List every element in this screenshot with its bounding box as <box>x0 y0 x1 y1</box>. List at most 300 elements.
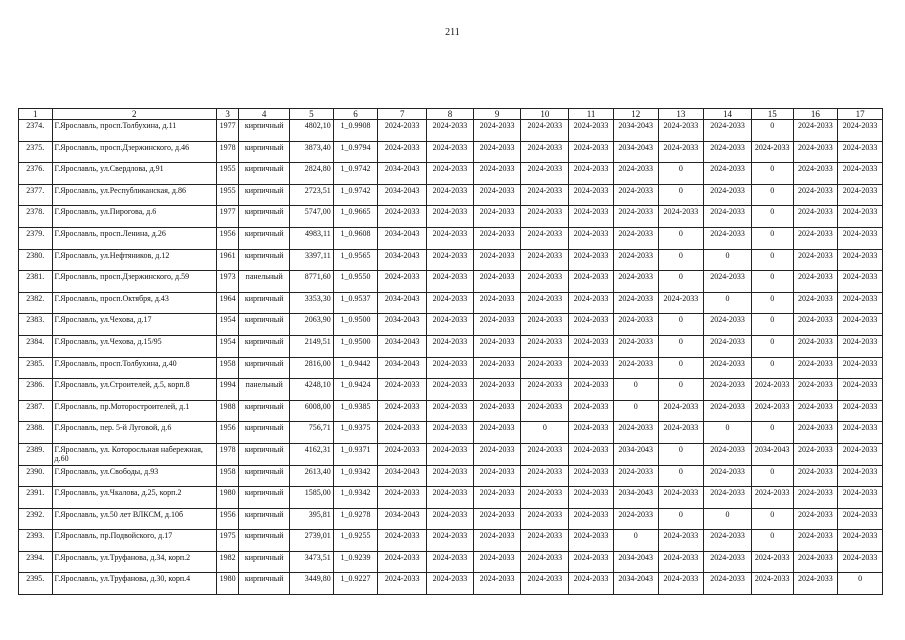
year-cell: 1978 <box>216 141 238 163</box>
material-cell: панельный <box>239 271 290 293</box>
period-cell: 2024-2033 <box>521 206 569 228</box>
address-cell: Г.Ярославль, просп.Октября, д.43 <box>52 292 216 314</box>
period-cell: 2024-2033 <box>378 551 427 573</box>
row-number: 2395. <box>19 573 53 595</box>
area-cell: 1585,00 <box>290 487 334 509</box>
period-cell: 2024-2033 <box>793 249 838 271</box>
period-cell: 2024-2033 <box>569 379 614 401</box>
period-cell: 2024-2033 <box>704 530 752 552</box>
table-row <box>19 508 883 530</box>
period-cell: 2024-2033 <box>569 443 614 465</box>
address-cell: Г.Ярославль, ул.Чехова, д.17 <box>52 314 216 336</box>
period-cell: 2024-2033 <box>613 206 658 228</box>
period-cell: 2024-2033 <box>569 206 614 228</box>
period-cell: 2024-2033 <box>473 141 521 163</box>
period-cell: 2024-2033 <box>569 314 614 336</box>
period-cell: 2024-2033 <box>838 465 883 487</box>
period-cell: 0 <box>704 508 752 530</box>
table-row <box>19 206 883 228</box>
material-cell: кирпичный <box>239 357 290 379</box>
year-cell: 1955 <box>216 163 238 185</box>
row-number: 2377. <box>19 184 53 206</box>
column-header: 17 <box>838 109 883 120</box>
material-cell: кирпичный <box>239 292 290 314</box>
period-cell: 2034-2043 <box>378 227 427 249</box>
period-cell: 2024-2033 <box>521 443 569 465</box>
period-cell: 2024-2033 <box>521 508 569 530</box>
column-header: 16 <box>793 109 838 120</box>
period-cell: 2024-2033 <box>658 206 704 228</box>
period-cell: 2024-2033 <box>521 400 569 422</box>
period-cell: 2024-2033 <box>613 422 658 444</box>
period-cell: 2024-2033 <box>658 400 704 422</box>
code-cell: 1_0.9537 <box>333 292 378 314</box>
period-cell: 2024-2033 <box>613 357 658 379</box>
area-cell: 3353,30 <box>290 292 334 314</box>
period-cell: 2024-2033 <box>793 184 838 206</box>
area-cell: 2063,90 <box>290 314 334 336</box>
period-cell: 2024-2033 <box>521 357 569 379</box>
table-row <box>19 314 883 336</box>
address-cell: Г.Ярославль, просп.Дзержинского, д.59 <box>52 271 216 293</box>
period-cell: 2024-2033 <box>473 400 521 422</box>
material-cell: кирпичный <box>239 573 290 595</box>
code-cell: 1_0.9278 <box>333 508 378 530</box>
period-cell: 2034-2043 <box>378 508 427 530</box>
period-cell: 2024-2033 <box>473 184 521 206</box>
period-cell: 0 <box>751 184 793 206</box>
period-cell: 2024-2033 <box>378 141 427 163</box>
period-cell: 2024-2033 <box>704 573 752 595</box>
period-cell: 2024-2033 <box>704 120 752 142</box>
area-cell: 3873,40 <box>290 141 334 163</box>
period-cell: 2024-2033 <box>658 422 704 444</box>
period-cell: 0 <box>658 335 704 357</box>
period-cell: 0 <box>751 314 793 336</box>
period-cell: 2024-2033 <box>427 120 474 142</box>
code-cell: 1_0.9342 <box>333 487 378 509</box>
period-cell: 0 <box>751 249 793 271</box>
period-cell: 2024-2033 <box>793 573 838 595</box>
period-cell: 0 <box>751 163 793 185</box>
period-cell: 2024-2033 <box>793 271 838 293</box>
period-cell: 2024-2033 <box>427 271 474 293</box>
period-cell: 2024-2033 <box>704 163 752 185</box>
address-cell: Г.Ярославль, просп.Ленина, д.26 <box>52 227 216 249</box>
period-cell: 2024-2033 <box>473 465 521 487</box>
period-cell: 2024-2033 <box>658 530 704 552</box>
period-cell: 0 <box>658 314 704 336</box>
material-cell: кирпичный <box>239 400 290 422</box>
row-number: 2384. <box>19 335 53 357</box>
period-cell: 0 <box>658 357 704 379</box>
period-cell: 0 <box>658 465 704 487</box>
period-cell: 2024-2033 <box>473 357 521 379</box>
period-cell: 0 <box>751 120 793 142</box>
page-number: 211 <box>445 27 460 38</box>
period-cell: 2024-2033 <box>658 141 704 163</box>
column-header: 6 <box>333 109 378 120</box>
period-cell: 2024-2033 <box>378 443 427 465</box>
code-cell: 1_0.9375 <box>333 422 378 444</box>
column-header: 4 <box>239 109 290 120</box>
period-cell: 0 <box>751 508 793 530</box>
period-cell: 2024-2033 <box>427 314 474 336</box>
period-cell: 2024-2033 <box>838 184 883 206</box>
address-cell: Г.Ярославль, ул.Свердлова, д.91 <box>52 163 216 185</box>
area-cell: 4162,31 <box>290 443 334 465</box>
period-cell: 2024-2033 <box>613 465 658 487</box>
period-cell: 2024-2033 <box>838 379 883 401</box>
period-cell: 2024-2033 <box>838 508 883 530</box>
column-header: 10 <box>521 109 569 120</box>
row-number: 2392. <box>19 508 53 530</box>
period-cell: 2024-2033 <box>613 163 658 185</box>
code-cell: 1_0.9342 <box>333 465 378 487</box>
year-cell: 1980 <box>216 487 238 509</box>
row-number: 2381. <box>19 271 53 293</box>
period-cell: 2024-2033 <box>427 335 474 357</box>
column-header: 5 <box>290 109 334 120</box>
period-cell: 2024-2033 <box>838 314 883 336</box>
period-cell: 2024-2033 <box>427 141 474 163</box>
period-cell: 2024-2033 <box>473 206 521 228</box>
row-number: 2390. <box>19 465 53 487</box>
period-cell: 2024-2033 <box>473 508 521 530</box>
period-cell: 2024-2033 <box>473 314 521 336</box>
period-cell: 0 <box>751 227 793 249</box>
column-header: 8 <box>427 109 474 120</box>
period-cell: 2034-2043 <box>613 487 658 509</box>
table-row <box>19 357 883 379</box>
period-cell: 2024-2033 <box>704 206 752 228</box>
period-cell: 2024-2033 <box>838 249 883 271</box>
year-cell: 1958 <box>216 357 238 379</box>
period-cell: 2034-2043 <box>613 573 658 595</box>
year-cell: 1988 <box>216 400 238 422</box>
period-cell: 2024-2033 <box>793 292 838 314</box>
row-number: 2379. <box>19 227 53 249</box>
row-number: 2391. <box>19 487 53 509</box>
period-cell: 2024-2033 <box>704 271 752 293</box>
period-cell: 2024-2033 <box>569 422 614 444</box>
period-cell: 2024-2033 <box>521 227 569 249</box>
material-cell: кирпичный <box>239 551 290 573</box>
code-cell: 1_0.9742 <box>333 163 378 185</box>
material-cell: кирпичный <box>239 227 290 249</box>
table-row <box>19 120 883 142</box>
material-cell: кирпичный <box>239 530 290 552</box>
period-cell: 2024-2033 <box>427 292 474 314</box>
period-cell: 2024-2033 <box>704 357 752 379</box>
period-cell: 2024-2033 <box>427 530 474 552</box>
period-cell: 2024-2033 <box>569 530 614 552</box>
address-cell: Г.Ярославль, ул. Которосльная набережная, д.60 <box>52 443 216 465</box>
period-cell: 0 <box>751 206 793 228</box>
row-number: 2388. <box>19 422 53 444</box>
period-cell: 0 <box>658 271 704 293</box>
area-cell: 2723,51 <box>290 184 334 206</box>
period-cell: 2024-2033 <box>427 227 474 249</box>
year-cell: 1975 <box>216 530 238 552</box>
period-cell: 2024-2033 <box>613 508 658 530</box>
material-cell: кирпичный <box>239 465 290 487</box>
period-cell: 2024-2033 <box>838 271 883 293</box>
table-row <box>19 487 883 509</box>
column-header: 14 <box>704 109 752 120</box>
address-cell: Г.Ярославль, ул.Строителей, д.5, корп.8 <box>52 379 216 401</box>
table-row <box>19 573 883 595</box>
column-header: 15 <box>751 109 793 120</box>
period-cell: 2034-2043 <box>378 465 427 487</box>
period-cell: 2024-2033 <box>704 465 752 487</box>
period-cell: 2024-2033 <box>838 227 883 249</box>
area-cell: 2613,40 <box>290 465 334 487</box>
period-cell: 0 <box>751 357 793 379</box>
period-cell: 0 <box>658 249 704 271</box>
period-cell: 2024-2033 <box>793 206 838 228</box>
period-cell: 2024-2033 <box>378 206 427 228</box>
table-row <box>19 400 883 422</box>
table-row <box>19 227 883 249</box>
area-cell: 2824,80 <box>290 163 334 185</box>
period-cell: 0 <box>751 292 793 314</box>
table-row <box>19 422 883 444</box>
table-row <box>19 551 883 573</box>
material-cell: кирпичный <box>239 314 290 336</box>
period-cell: 2024-2033 <box>704 335 752 357</box>
table-row <box>19 292 883 314</box>
period-cell: 2024-2033 <box>704 443 752 465</box>
period-cell: 2024-2033 <box>569 551 614 573</box>
period-cell: 2024-2033 <box>473 292 521 314</box>
period-cell: 2024-2033 <box>569 487 614 509</box>
row-number: 2386. <box>19 379 53 401</box>
period-cell: 2024-2033 <box>569 357 614 379</box>
period-cell: 2024-2033 <box>427 551 474 573</box>
period-cell: 2024-2033 <box>704 400 752 422</box>
period-cell: 2034-2043 <box>378 292 427 314</box>
period-cell: 2024-2033 <box>569 335 614 357</box>
period-cell: 2024-2033 <box>569 249 614 271</box>
period-cell: 0 <box>613 379 658 401</box>
period-cell: 2024-2033 <box>427 249 474 271</box>
material-cell: кирпичный <box>239 141 290 163</box>
period-cell: 2034-2043 <box>378 335 427 357</box>
period-cell: 2024-2033 <box>427 508 474 530</box>
period-cell: 2024-2033 <box>658 292 704 314</box>
period-cell: 2024-2033 <box>521 465 569 487</box>
period-cell: 2024-2033 <box>427 465 474 487</box>
period-cell: 2024-2033 <box>793 357 838 379</box>
material-cell: кирпичный <box>239 184 290 206</box>
address-cell: Г.Ярославль, ул.Чехова, д.15/95 <box>52 335 216 357</box>
table-row <box>19 335 883 357</box>
address-cell: Г.Ярославль, пр.Моторостроителей, д.1 <box>52 400 216 422</box>
period-cell: 2024-2033 <box>473 335 521 357</box>
period-cell: 2024-2033 <box>473 379 521 401</box>
period-cell: 0 <box>613 400 658 422</box>
row-number: 2378. <box>19 206 53 228</box>
table-row <box>19 465 883 487</box>
material-cell: кирпичный <box>239 163 290 185</box>
period-cell: 2024-2033 <box>751 551 793 573</box>
period-cell: 2034-2043 <box>751 443 793 465</box>
code-cell: 1_0.9565 <box>333 249 378 271</box>
period-cell: 2024-2033 <box>793 508 838 530</box>
period-cell: 2024-2033 <box>378 120 427 142</box>
period-cell: 2034-2043 <box>378 249 427 271</box>
address-cell: Г.Ярославль, просп.Толбухина, д.11 <box>52 120 216 142</box>
period-cell: 0 <box>613 530 658 552</box>
period-cell: 2024-2033 <box>704 184 752 206</box>
period-cell: 2024-2033 <box>838 443 883 465</box>
period-cell: 0 <box>658 184 704 206</box>
code-cell: 1_0.9255 <box>333 530 378 552</box>
period-cell: 2024-2033 <box>613 184 658 206</box>
year-cell: 1955 <box>216 184 238 206</box>
address-cell: Г.Ярославль, пр.Подвойского, д.17 <box>52 530 216 552</box>
code-cell: 1_0.9385 <box>333 400 378 422</box>
row-number: 2374. <box>19 120 53 142</box>
period-cell: 2024-2033 <box>378 487 427 509</box>
period-cell: 2024-2033 <box>613 249 658 271</box>
period-cell: 2024-2033 <box>569 141 614 163</box>
year-cell: 1982 <box>216 551 238 573</box>
period-cell: 0 <box>704 292 752 314</box>
table-body <box>19 120 883 595</box>
period-cell: 2024-2033 <box>793 551 838 573</box>
period-cell: 2024-2033 <box>613 314 658 336</box>
code-cell: 1_0.9227 <box>333 573 378 595</box>
period-cell: 2034-2043 <box>378 314 427 336</box>
table-row <box>19 379 883 401</box>
period-cell: 2024-2033 <box>473 271 521 293</box>
address-cell: Г.Ярославль, ул.Пирогова, д.6 <box>52 206 216 228</box>
period-cell: 2024-2033 <box>658 487 704 509</box>
period-cell: 2024-2033 <box>793 379 838 401</box>
material-cell: кирпичный <box>239 443 290 465</box>
table-row <box>19 184 883 206</box>
address-cell: Г.Ярославль, пер. 5-й Луговой, д.6 <box>52 422 216 444</box>
code-cell: 1_0.9608 <box>333 227 378 249</box>
code-cell: 1_0.9424 <box>333 379 378 401</box>
address-cell: Г.Ярославль, ул.Свободы, д.93 <box>52 465 216 487</box>
area-cell: 3473,51 <box>290 551 334 573</box>
period-cell: 2024-2033 <box>613 271 658 293</box>
period-cell: 2024-2033 <box>521 120 569 142</box>
period-cell: 0 <box>751 335 793 357</box>
code-cell: 1_0.9239 <box>333 551 378 573</box>
column-header: 7 <box>378 109 427 120</box>
address-cell: Г.Ярославль, ул.50 лет ВЛКСМ, д.10б <box>52 508 216 530</box>
period-cell: 0 <box>658 443 704 465</box>
period-cell: 0 <box>658 508 704 530</box>
period-cell: 2024-2033 <box>793 227 838 249</box>
column-header: 11 <box>569 109 614 120</box>
row-number: 2393. <box>19 530 53 552</box>
period-cell: 0 <box>658 379 704 401</box>
address-cell: Г.Ярославль, ул.Труфанова, д.34, корп.2 <box>52 551 216 573</box>
period-cell: 2024-2033 <box>521 141 569 163</box>
period-cell: 2024-2033 <box>704 141 752 163</box>
row-number: 2375. <box>19 141 53 163</box>
period-cell: 2024-2033 <box>793 422 838 444</box>
area-cell: 2739,01 <box>290 530 334 552</box>
period-cell: 2024-2033 <box>704 379 752 401</box>
year-cell: 1994 <box>216 379 238 401</box>
table-row <box>19 163 883 185</box>
year-cell: 1956 <box>216 508 238 530</box>
row-number: 2382. <box>19 292 53 314</box>
row-number: 2389. <box>19 443 53 465</box>
period-cell: 2024-2033 <box>838 335 883 357</box>
table-row <box>19 530 883 552</box>
area-cell: 2816,00 <box>290 357 334 379</box>
area-cell: 2149,51 <box>290 335 334 357</box>
period-cell: 2024-2033 <box>704 551 752 573</box>
period-cell: 2024-2033 <box>473 573 521 595</box>
code-cell: 1_0.9550 <box>333 271 378 293</box>
period-cell: 0 <box>751 422 793 444</box>
year-cell: 1978 <box>216 443 238 465</box>
year-cell: 1964 <box>216 292 238 314</box>
area-cell: 6008,00 <box>290 400 334 422</box>
period-cell: 2024-2033 <box>427 422 474 444</box>
period-cell: 2024-2033 <box>569 573 614 595</box>
period-cell: 0 <box>704 249 752 271</box>
code-cell: 1_0.9500 <box>333 335 378 357</box>
address-cell: Г.Ярославль, ул.Нефтяников, д.12 <box>52 249 216 271</box>
table-row <box>19 141 883 163</box>
address-cell: Г.Ярославль, ул.Чкалова, д.25, корп.2 <box>52 487 216 509</box>
period-cell: 2024-2033 <box>569 400 614 422</box>
year-cell: 1961 <box>216 249 238 271</box>
material-cell: кирпичный <box>239 249 290 271</box>
period-cell: 2024-2033 <box>658 120 704 142</box>
period-cell: 2024-2033 <box>473 120 521 142</box>
period-cell: 2034-2043 <box>613 141 658 163</box>
period-cell: 2024-2033 <box>704 314 752 336</box>
period-cell: 2024-2033 <box>521 163 569 185</box>
period-cell: 2024-2033 <box>838 206 883 228</box>
period-cell: 2024-2033 <box>569 227 614 249</box>
year-cell: 1954 <box>216 314 238 336</box>
year-cell: 1954 <box>216 335 238 357</box>
period-cell: 2024-2033 <box>378 271 427 293</box>
period-cell: 2024-2033 <box>521 271 569 293</box>
year-cell: 1977 <box>216 120 238 142</box>
period-cell: 2024-2033 <box>793 314 838 336</box>
period-cell: 2024-2033 <box>751 400 793 422</box>
code-cell: 1_0.9500 <box>333 314 378 336</box>
table-header <box>19 109 883 120</box>
period-cell: 2024-2033 <box>427 379 474 401</box>
row-number: 2380. <box>19 249 53 271</box>
column-header: 2 <box>52 109 216 120</box>
material-cell: панельный <box>239 379 290 401</box>
period-cell: 2024-2033 <box>793 465 838 487</box>
period-cell: 2024-2033 <box>793 335 838 357</box>
code-cell: 1_0.9665 <box>333 206 378 228</box>
period-cell: 2024-2033 <box>838 400 883 422</box>
row-number: 2383. <box>19 314 53 336</box>
period-cell: 0 <box>751 465 793 487</box>
material-cell: кирпичный <box>239 120 290 142</box>
period-cell: 2024-2033 <box>613 227 658 249</box>
area-cell: 4983,11 <box>290 227 334 249</box>
period-cell: 2024-2033 <box>569 508 614 530</box>
